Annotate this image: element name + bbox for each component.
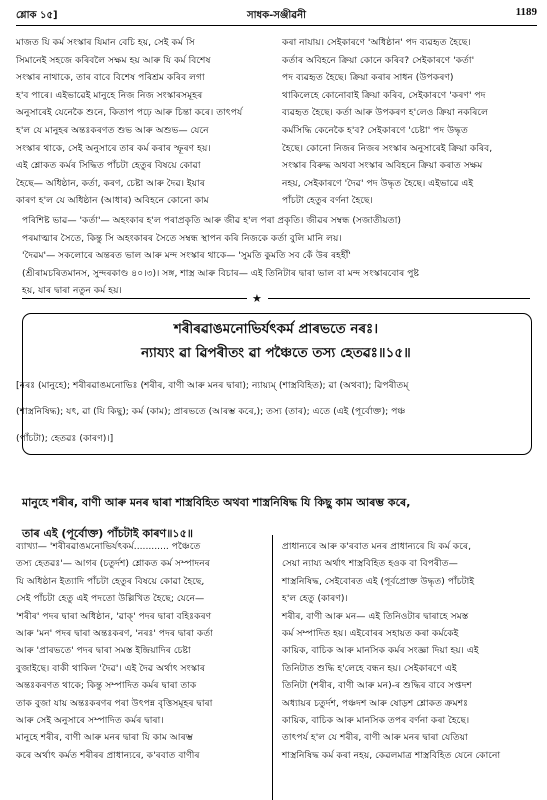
text-line: মাজত যি কৰ্ম সংস্কাৰ যিমান বেচি হয়, সেই কৰ্ম সি <box>16 37 195 48</box>
commentary-line: অন্তঃকৰণত থাকে; কিন্তু সম্পাদিত কৰ্মৰ দ্বাৰা তাক <box>16 680 197 692</box>
commentary-line: তস্য হেতৱঃ'— আগৰ (চতুৰ্দশ) শ্লোকত কৰ্ম সম্পাদনৰ <box>16 558 210 570</box>
text-line: কৰ্মসিদ্ধি কেনেকৈ হ'ব? সেইকাৰণে 'চেষ্টা' পদ উদ্ধৃত <box>282 124 468 136</box>
text-line: সংস্কাৰ নাথাকে, তাৰ বাবে বিশেষ পৰিশ্ৰম কৰিব লগা <box>16 72 205 84</box>
commentary-line: তিনিটাত শুদ্ধি হ'লেহে বন্ধন হয়। সেইকাৰণে এই <box>282 662 457 674</box>
commentary-line: কায়িক, বাচিক আৰু মানসিক তপৰ বৰ্ণনা কৰা হৈছে। <box>282 715 470 727</box>
commentary-line: মানুহে শৰীৰ, বাণী আৰু মনৰ দ্বাৰা যি কাম আৰম্ভ <box>16 732 194 744</box>
gloss-line: (পাঁচটা); হেতৱঃ (কাৰণ)।] <box>16 432 114 444</box>
commentary-line: আৰু 'প্ৰাৰভতে' পদৰ দ্বাৰা সমস্ত ইন্দ্ৰিয়াদিৰ চেষ্টা <box>16 645 191 657</box>
appendix-line: (শ্ৰীৰামচৰিতমানস, সুন্দৰকাণ্ড ৪০।৩)। সঙ্গ, শাস্ত্ৰ আৰু বিচাৰ— এই তিনিটাৰ দ্বাৰা ভাল বা মন্দ সংস্কাৰবোৰ পুষ্ট <box>22 267 419 279</box>
text-line: থাকিলেহে কোনোবাই ক্ৰিয়া কৰিব, সেইকাৰণে 'কৰণ' পদ <box>282 89 486 101</box>
commentary-line: অধ্যায়ৰ চতুৰ্দশ, পঞ্চদশ আৰু ষোড়শ শ্লোকত ক্ৰমশঃ <box>282 697 469 709</box>
gloss-line: (শাস্ত্ৰনিষিদ্ধ); যৎ, ৱা (যি কিছু); কৰ্ম (কাম); প্ৰাৰভতে (আৰম্ভ কৰে,); তস্য (তাৰ); এতে (এই (পূৰ্বোক্ত); পঞ্চ <box>16 406 406 418</box>
commentary-line: কৰ্ম সম্পাদিত হয়। এইবোৰৰ সহায়ত কৰা কৰ্মকেই <box>282 628 459 640</box>
appendix-line: হয়, যাৰ দ্বাৰা নতুন কৰ্ম হয়। <box>22 285 122 297</box>
commentary-line: আৰু 'মন' পদৰ দ্বাৰা অন্তঃকৰণ, 'নৰঃ' পদৰ দ্বাৰা কৰ্তা <box>16 628 213 640</box>
text-line: কৰা নাযায়। সেইকাৰণে 'অধিষ্ঠান' পদ ব্যৱহৃত হৈছে। <box>282 37 471 48</box>
commentary-right-column <box>282 538 536 764</box>
text-line: হৈছে— অধিষ্ঠান, কৰ্তা, কৰণ, চেষ্টা আৰু দৈৱ। ইয়াৰ <box>16 177 205 189</box>
commentary-line: তিনিটা (শৰীৰ, বাণী আৰু মন)-ৰ শুদ্ধিৰ বাবে সপ্তদশ <box>282 680 472 692</box>
appendix-line: পৰিশিষ্ট ভাৱ— 'কৰ্তা'— অহংকাৰ হ'ল পৰাপ্ৰকৃতি আৰু জীৱ হ'ল পৰা প্ৰকৃতি। জীৱৰ সম্বন্ধ (সজাতীয়তা) <box>22 215 401 226</box>
commentary-line: যি অধিষ্ঠান ইত্যাদি পাঁচটা হেতুৰ বিষয়ে কোৱা হৈছে, <box>16 575 205 587</box>
header-rule <box>16 25 537 26</box>
commentary-line: সেই পাঁচটা হেতু এই পদতো উল্লিখিত হৈছে; যেনে— <box>16 593 205 605</box>
text-line: সংস্কাৰ বিৰুদ্ধ অথবা সংস্কাৰ অবিহনে ক্ৰিয়া কৰাত সক্ষম <box>282 160 483 172</box>
divider-right <box>268 298 530 299</box>
star-ornament: ★ <box>252 292 262 305</box>
commentary-line: আৰু সেই অনুসাৰে সম্পাদিত কৰ্মৰ দ্বাৰা। <box>16 715 164 727</box>
commentary-line: কৰে অৰ্থাৎ কৰ্মত শৰীৰৰ প্ৰাধান্যৰে, ক'ৰবাত বাণীৰ <box>16 749 200 761</box>
text-line: সিমানেই সহজে কৰিবলৈ সক্ষম হয় আৰু যি কৰ্ম বিশেষ <box>16 54 211 66</box>
commentary-line: 'শৰীৰ' পদৰ দ্বাৰা অধিষ্ঠান, 'ৱাক্' পদৰ দ্বাৰা বহিঃকৰণ <box>16 610 212 622</box>
top-right-column <box>282 34 536 210</box>
text-line: এই শ্লোকত কৰ্মৰ সিদ্ধিত পাঁচটা হেতুৰ বিষয়ে কোৱা <box>16 160 201 172</box>
verse-line-1: শৰীৰৱাঙমনোভিৰ্যৎকৰ্ম প্ৰাৰভতে নৰঃ। <box>173 322 379 337</box>
meaning-line: তাৰ এই (পূৰ্বোক্ত) পাঁচটাই কাৰণ॥১৫॥ <box>22 527 193 540</box>
text-line: কৰ্তাৰ অবিহনে ক্ৰিয়া কোনে কৰিব? সেইকাৰণে 'কৰ্তা' <box>282 54 475 66</box>
appendix-line: 'দৈৱম'— সকলোৰে অন্তৰত ভাল আৰু মন্দ সংস্কাৰ থাকে— 'সুমতি কুমতি সব কেঁ উৰ ৰহহীঁ' <box>22 250 351 262</box>
commentary-line: ব্যাখ্যা— 'শৰীৰৱাঙমনোভিৰ্যৎকৰ্ম............ পঞ্চৈতে <box>16 541 201 552</box>
text-line: কাৰণ হ'ল যে অধিষ্ঠান (আধাৰ) অবিহনে কোনো কাম <box>16 195 209 207</box>
text-line: সংস্কাৰ থাকে, সেই অনুসাৰে তাৰ কৰ্ম কৰাৰ স্ফূৰণ হয়। <box>16 142 211 154</box>
gloss-line: [নৰঃ (মানুহে); শৰীৰৱাঙমনোভিঃ (শৰীৰ, বাণী আৰু মনৰ দ্বাৰা); ন্যায়্যম্ (শাস্ত্ৰবিহিত); ৱা (অথবা); ৱিপৰীতম্ <box>16 380 409 392</box>
appendix-line: পৰমাত্মাৰ সৈতে, কিন্তু সি অহংকাৰৰ সৈতে সম্বন্ধ স্থাপন কৰি নিজকে কৰ্তা বুলি মানি লয়। <box>22 232 342 244</box>
commentary-line: প্ৰাধান্যৰে আৰু ক'ৰবাত মনৰ প্ৰাধান্যৰে যি কৰ্ম কৰে, <box>282 541 471 552</box>
commentary-line: কায়িক, বাচিক আৰু মানসিক কৰ্মৰ সংজ্ঞা দিয়া হয়। এই <box>282 645 479 657</box>
page-header <box>16 6 537 24</box>
meaning-line: মানুহে শৰীৰ, বাণী আৰু মনৰ দ্বাৰা শাস্ত্ৰবিহিত অথবা শাস্ত্ৰনিষিদ্ধ যি কিছু কাম আৰম্ভ কৰে, <box>22 496 411 509</box>
text-line: পদ ব্যৱহৃত হৈছে। ক্ৰিয়া কৰাৰ সাধন (উপকৰণ) <box>282 72 454 84</box>
page-number: 1189 <box>515 6 537 18</box>
text-line: হ'ব পাৰে। এইভাৱেই মানুহে নিজ নিজ সংস্কাৰসমূহৰ <box>16 89 203 101</box>
book-title: সাধক-সঞ্জীৱনী <box>247 10 306 21</box>
text-line: ব্যৱহৃত হৈছে। কৰ্তা আৰু উপকৰণ হ'লেও ক্ৰিয়া নকৰিলে <box>282 107 488 119</box>
commentary-line: শৰীৰ, বাণী আৰু মন— এই তিনিওটাৰ দ্বাৰাহে সমস্ত <box>282 610 469 622</box>
commentary-line: তাৎপৰ্য হ'ল যে শৰীৰ, বাণী আৰু মনৰ দ্বাৰা যেতিয়া <box>282 732 468 744</box>
column-divider <box>272 535 273 800</box>
commentary-line: হ'ল হেতু (কাৰণ)। <box>282 593 348 605</box>
text-line: হৈছে। কোনো নিজৰ নিজৰ সংস্কাৰ অনুসাৰেই ক্ৰিয়া কৰিব, <box>282 142 493 154</box>
top-left-column <box>16 34 269 210</box>
commentary-line: বুজাইছে। বাকী থাকিল 'দৈৱ'। এই দৈৱ অৰ্থাৎ সংস্কাৰ <box>16 662 206 674</box>
commentary-line: শাস্ত্ৰনিষিদ্ধ, সেইবোৰত এই (পূৰ্বপ্ৰোক্ত উদ্ধৃত) পাঁচটাই <box>282 575 475 587</box>
appendix-section <box>22 212 536 300</box>
commentary-line: তাক বুজা যায় অন্তঃকৰণৰ পৰা উৎপন্ন বৃত্তিসমূহৰ দ্বাৰা <box>16 697 213 709</box>
text-line: অনুসাৰেই যেনেকৈ শুনে, কিতাপ পঢ়ে আৰু চিন্তা কৰে। তাৎপৰ্য <box>16 107 243 119</box>
divider-left <box>22 298 247 299</box>
commentary-left-column <box>16 538 266 764</box>
text-line: নহয়, সেইকাৰণে 'দৈৱ' পদ উদ্ধৃত হৈছে। এইভাৱে এই <box>282 177 474 189</box>
text-line: হ'ল যে মানুহৰ অন্তঃকৰণত শুভ আৰু অশুভ— যেনে <box>16 124 209 136</box>
section-label: শ্লোক ১৫] <box>16 10 58 21</box>
word-gloss <box>16 368 536 456</box>
verse-line-2: ন্যায্যং ৱা ৱিপৰীতং ৱা পঞ্চৈতে তস্য হেতৱঃ॥১৫॥ <box>141 346 411 361</box>
commentary-line: সেয়া ন্যায্য অৰ্থাৎ শাস্ত্ৰবিহিত হওক বা বিপৰীত— <box>282 558 458 570</box>
text-line: পাঁচটা হেতুৰ বৰ্ণনা হৈছে। <box>282 195 373 207</box>
commentary-line: শাস্ত্ৰনিষিদ্ধ কৰ্ম কৰা নহয়, কেৱলমাত্ৰ শাস্ত্ৰবিহিত যেনে কোনো <box>282 749 501 761</box>
